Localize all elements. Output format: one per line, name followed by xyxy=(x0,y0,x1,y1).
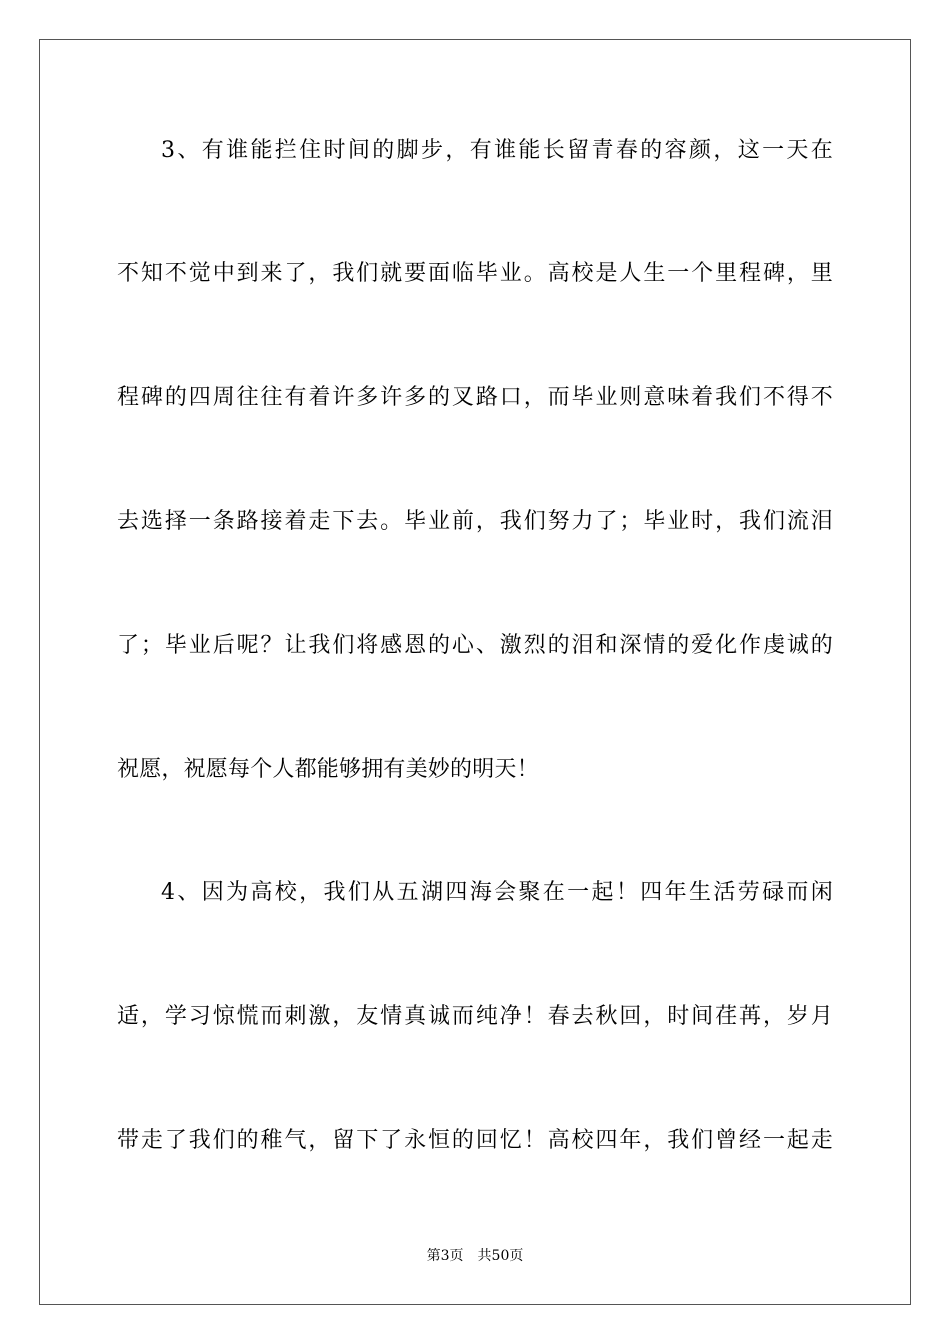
paragraph-3-line-2: 不知不觉中到来了，我们就要面临毕业。高校是人生一个里程碑，里 xyxy=(117,261,833,286)
paragraph-3-line-6: 祝愿，祝愿每个人都能够拥有美妙的明天！ xyxy=(117,757,539,782)
paragraph-3-line-3: 程碑的四周往往有着许多许多的叉路口，而毕业则意味着我们不得不 xyxy=(117,385,833,410)
page-total: 共50页 xyxy=(477,1248,524,1264)
paragraph-3-line-1: 3、有谁能拦住时间的脚步，有谁能长留青春的容颜，这一天在 xyxy=(161,138,833,163)
paragraph-4-line-2: 适，学习惊慌而刺激，友情真诚而纯净！春去秋回，时间荏苒，岁月 xyxy=(117,1004,833,1029)
page-frame xyxy=(39,39,911,1305)
paragraph-4-line-1: 4、因为高校，我们从五湖四海会聚在一起！四年生活劳碌而闲 xyxy=(161,880,833,905)
paragraph-4-line-3: 带走了我们的稚气，留下了永恒的回忆！高校四年，我们曾经一起走 xyxy=(117,1128,833,1153)
paragraph-3-line-4: 去选择一条路接着走下去。毕业前，我们努力了；毕业时，我们流泪 xyxy=(117,509,833,534)
page-number: 第3页 xyxy=(426,1248,464,1264)
page-footer xyxy=(0,1246,950,1266)
paragraph-3-line-5: 了；毕业后呢？让我们将感恩的心、激烈的泪和深情的爱化作虔诚的 xyxy=(117,633,833,658)
